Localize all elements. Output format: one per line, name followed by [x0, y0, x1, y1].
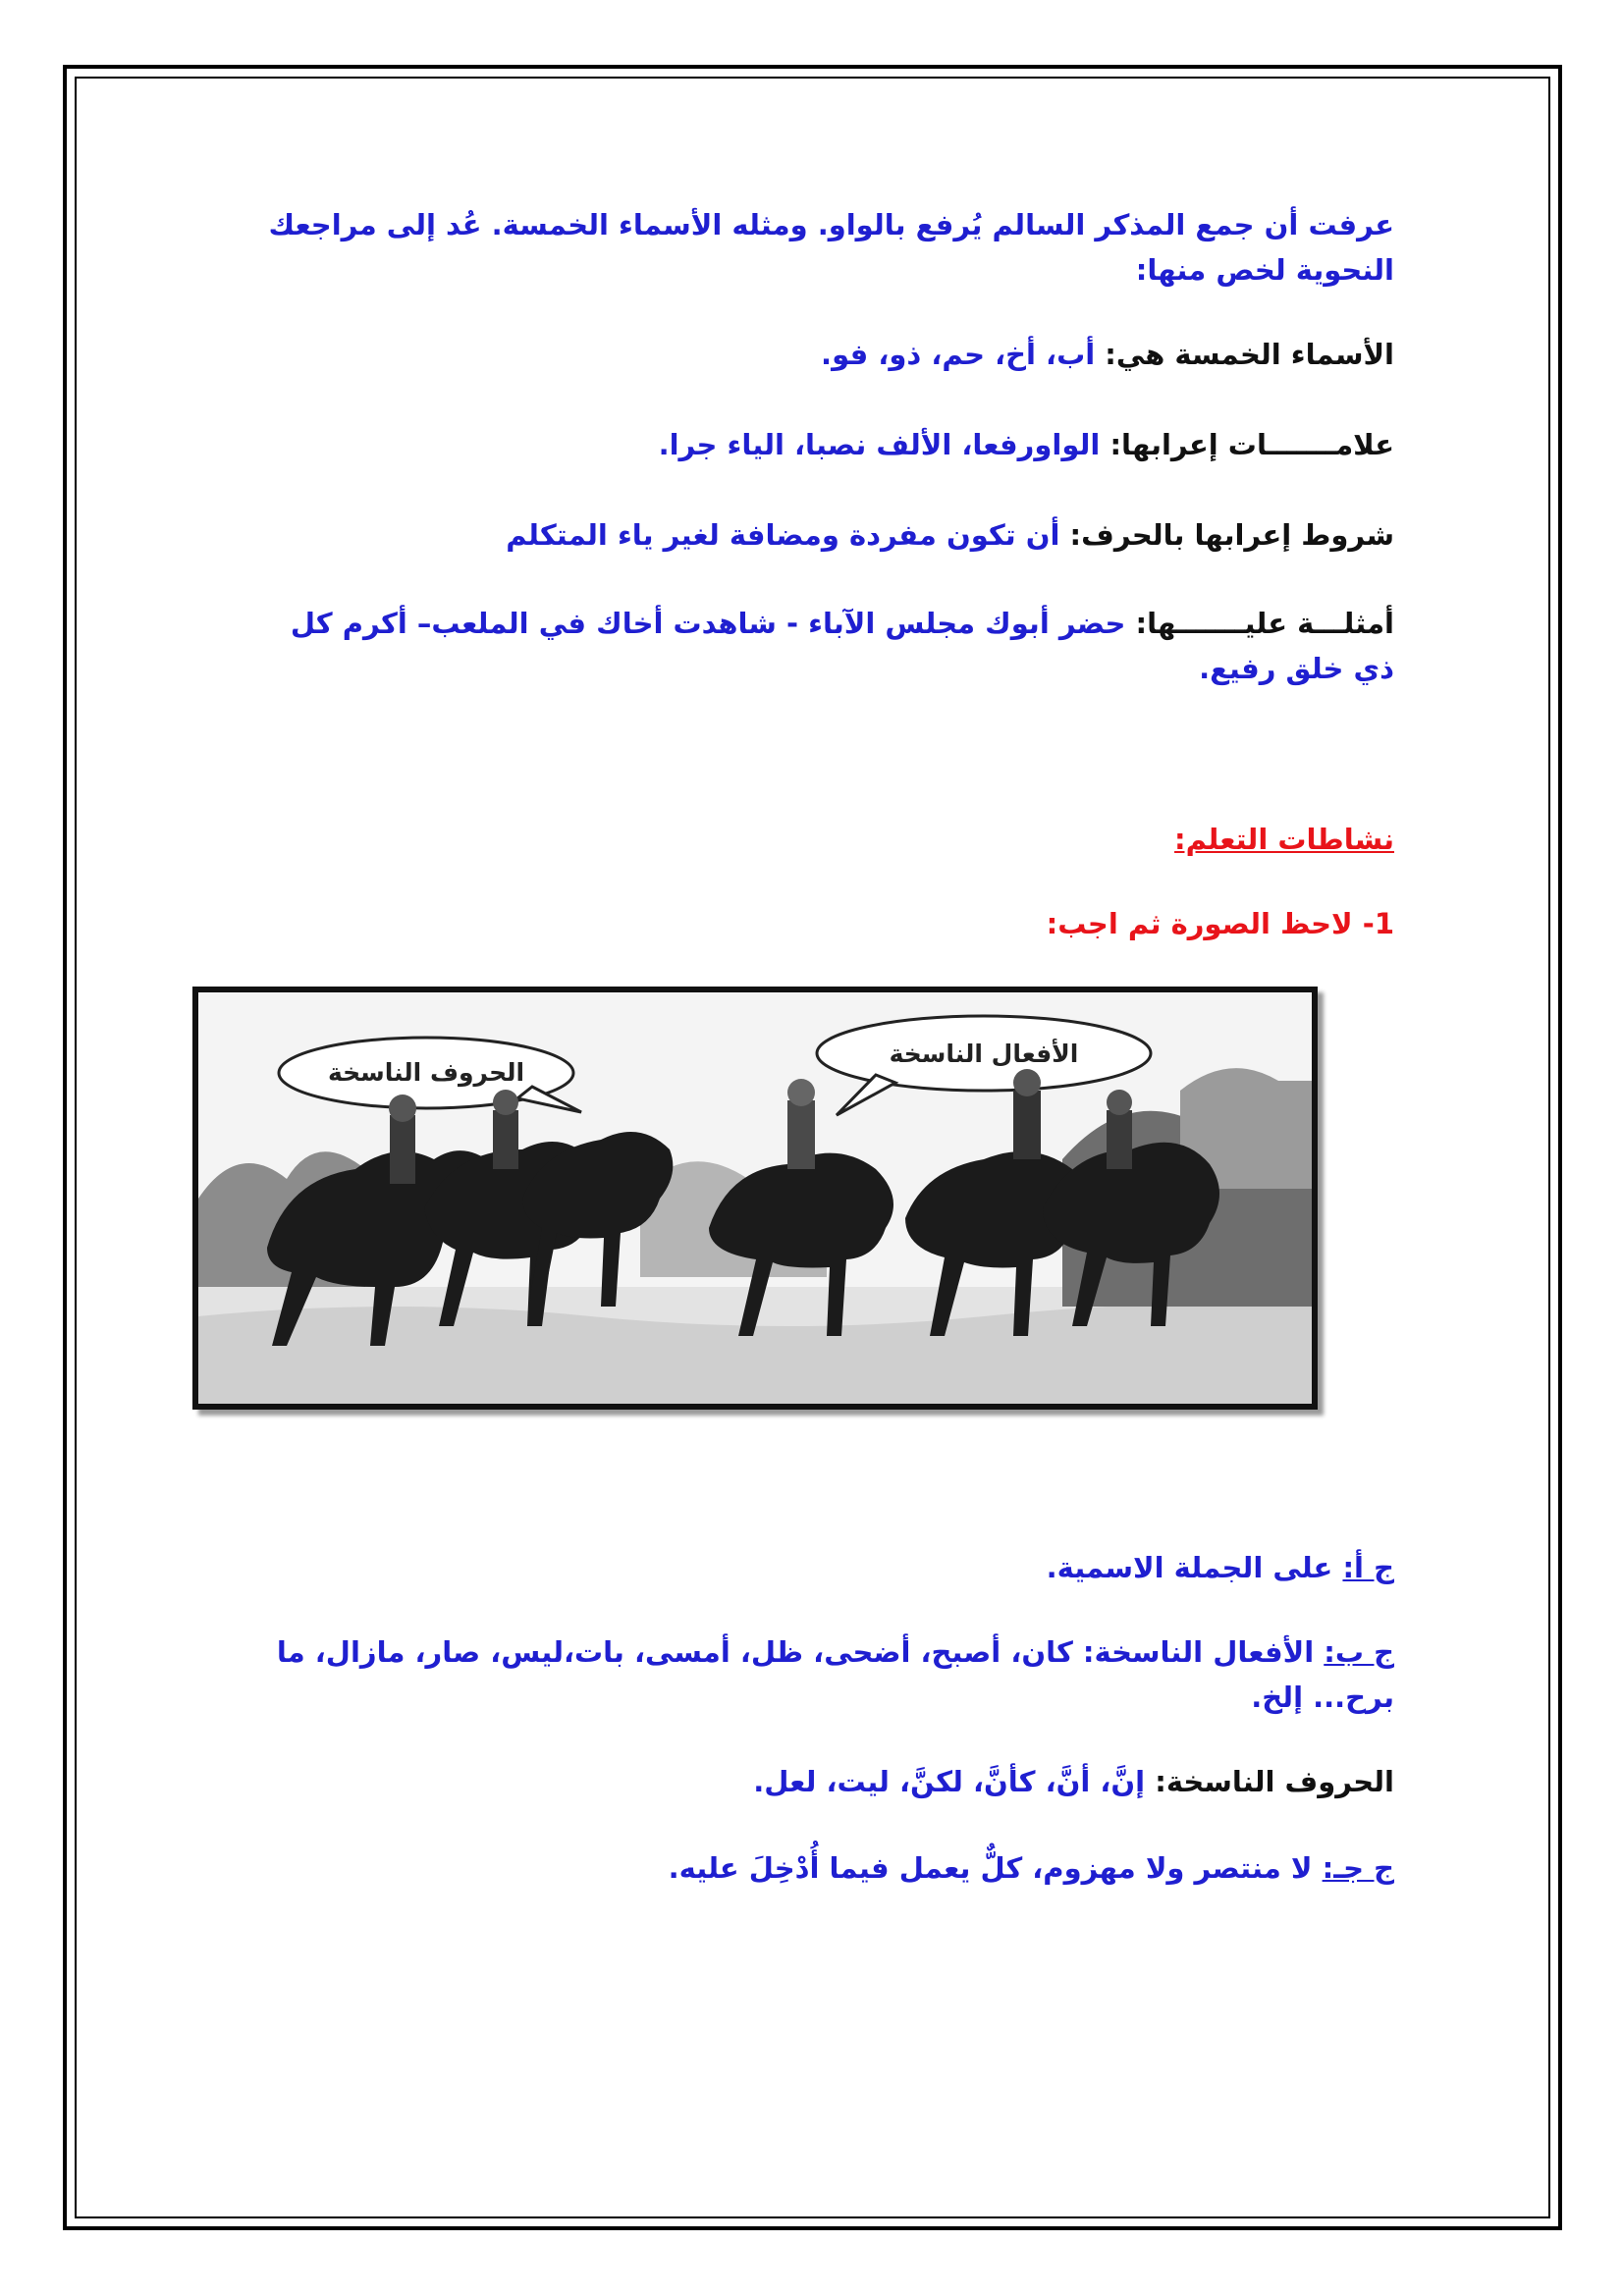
question-1-text: لاحظ الصورة ثم اجب: — [1046, 907, 1353, 940]
answer-b — [245, 1629, 1394, 1720]
answer-b-label: ج ب: — [1324, 1635, 1394, 1669]
five-nouns-line — [245, 332, 1394, 377]
marks-line — [245, 422, 1394, 467]
conditions-value: أن تكون مفردة ومضافة لغير ياء المتكلم — [506, 518, 1060, 552]
examples-label: أمثلـــة عليـــــــها: — [1135, 607, 1394, 640]
particles-line — [245, 1759, 1394, 1804]
cavalry-drawing — [198, 992, 1312, 1404]
marks-value: الواورفعا، الألف نصبا، الياء جرا. — [658, 428, 1101, 461]
particles-value: إنَّ، أنَّ، كأنَّ، لكنَّ، ليت، لعل. — [753, 1765, 1146, 1798]
answer-b-text: الأفعال الناسخة: كان، أصبح، أضحى، ظل، أمسى، بات،ليس، صار، مازال، ما برح... إلخ. — [276, 1635, 1394, 1714]
speech-bubble-right-text: الأفعال الناسخة — [889, 1040, 1079, 1068]
question-1-number: 1- — [1362, 907, 1394, 940]
intro-paragraph: عرفت أن جمع المذكر السالم يُرفع بالواو. ومثله الأسماء الخمسة. عُد إلى مراجعك النحوية لخص منها: — [268, 208, 1394, 287]
answer-c — [245, 1845, 1394, 1891]
activities-heading: نشاطات التعلم: — [1174, 823, 1394, 856]
answer-a-text: على الجملة الاسمية. — [1046, 1551, 1333, 1584]
conditions-line — [245, 512, 1394, 558]
answer-a — [245, 1545, 1394, 1590]
question-1 — [245, 901, 1394, 946]
marks-label: علامـــــــات إعرابها: — [1109, 428, 1394, 461]
five-nouns-value: أب، أخ، حم، ذو، فو. — [821, 338, 1096, 371]
answer-a-label: ج أ: — [1342, 1551, 1394, 1584]
conditions-label: شروط إعرابها بالحرف: — [1069, 518, 1394, 552]
cavalry-illustration — [192, 987, 1318, 1410]
answer-c-text: لا منتصر ولا مهزوم، كلٌّ يعمل فيما أُدْخِلَ عليه. — [668, 1851, 1313, 1885]
answer-c-label: ج جـ: — [1322, 1851, 1394, 1885]
five-nouns-label: الأسماء الخمسة هي: — [1105, 338, 1394, 371]
examples-paragraph — [245, 601, 1394, 691]
particles-label: الحروف الناسخة: — [1155, 1765, 1394, 1798]
examples-value: حضر أبوك مجلس الآباء - شاهدت أخاك في الملعب– أكرم كل ذي خلق رفيع. — [290, 607, 1394, 685]
speech-bubble-left-text: الحروف الناسخة — [327, 1058, 525, 1087]
